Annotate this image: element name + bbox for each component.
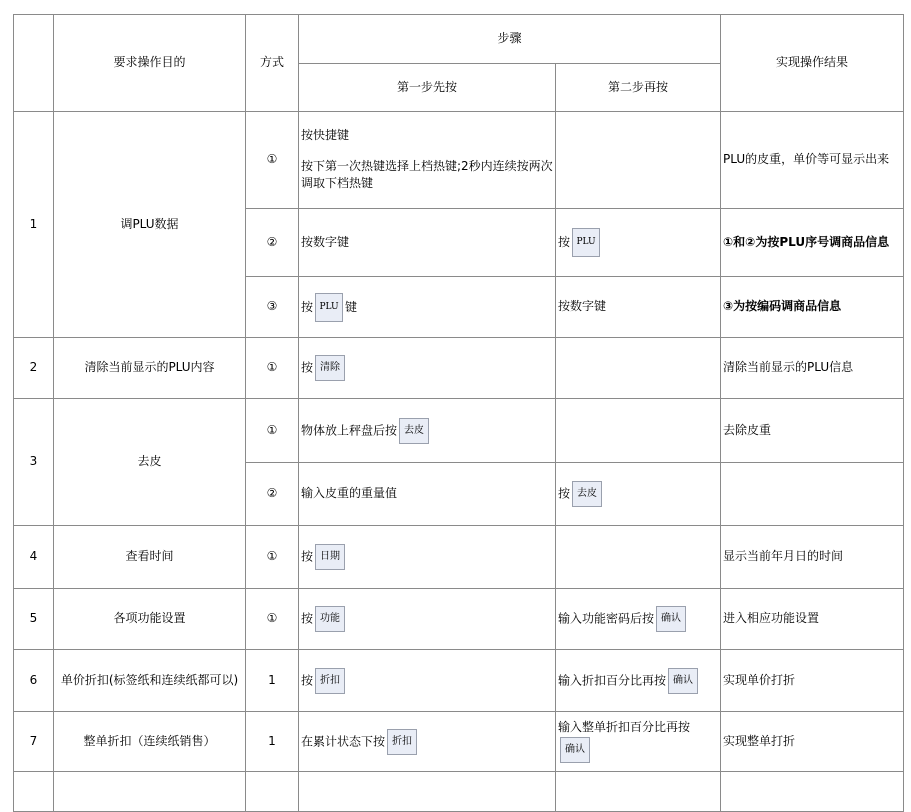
purpose-cell: 查看时间 [54,526,246,589]
cell-line [723,234,901,251]
cell-line [723,298,901,315]
operation-manual-table [13,14,904,812]
cell-text: 物体放上秤盘后按 [301,423,398,437]
row-index-cell: 7 [14,712,54,772]
table-header-row-1 [14,15,904,64]
step1-cell [299,338,556,399]
step2-cell [556,112,721,209]
step1-cell [299,589,556,650]
method-cell: ① [246,526,299,589]
cell-line [723,672,901,689]
method-cell: 1 [246,650,299,712]
cell-line [723,151,901,168]
cell-line [558,667,718,695]
cell-line [301,417,553,445]
cell-text: 按 [301,360,314,375]
cell-line [723,359,901,376]
step1-cell [299,399,556,463]
step2-cell [556,463,721,526]
cell-line [301,292,553,323]
cell-text: 按下第一次热键选择上档热键;2秒内连续按两次调取下档热键 [301,158,553,191]
step2-cell [556,589,721,650]
table-row [14,112,904,209]
cell-text: PLU的皮重，单价等可显示出来 [723,152,890,167]
cell-line [723,610,901,627]
step2-cell [556,338,721,399]
step1-cell [299,277,556,338]
empty-cell [54,772,246,812]
row-index-cell: 3 [14,399,54,526]
step2-cell [556,650,721,712]
cell-line [301,158,553,193]
cell-text: 去除皮重 [723,422,772,437]
row-index-cell: 2 [14,338,54,399]
header-steps-cell: 步骤 [299,15,721,64]
operations-table [13,14,904,812]
empty-cell [556,772,721,812]
header-step1-cell: 第一步先按 [299,64,556,112]
result-cell [721,112,904,209]
header-purpose-cell: 要求操作目的 [54,15,246,112]
cell-line [301,605,553,633]
result-cell [721,650,904,712]
cell-text: 输入整单折扣百分比再按 [558,719,691,734]
result-cell [721,526,904,589]
clear-key: 清除 [315,355,345,381]
row-index-cell: 5 [14,589,54,650]
step2-cell [556,712,721,772]
cell-line [301,485,553,502]
cell-text: 按数字键 [301,234,350,249]
confirm-key: 确认 [560,737,590,763]
partial-next-row [14,772,904,812]
header-result-cell: 实现操作结果 [721,15,904,112]
cell-line [301,543,553,571]
result-cell [721,463,904,526]
result-cell [721,399,904,463]
table-row [14,650,904,712]
cell-text: 输入皮重的重量值 [301,486,398,501]
date-key: 日期 [315,544,345,570]
step2-cell [556,209,721,277]
cell-text: ③为按编码调商品信息 [723,299,842,314]
cell-text: 实现单价打折 [723,672,796,687]
cell-text: 按 [558,486,571,501]
cell-text: 清除当前显示的PLU信息 [723,360,854,375]
cell-text: 输入折扣百分比再按 [558,673,667,687]
step2-cell [556,277,721,338]
empty-cell [721,772,904,812]
method-cell: ② [246,463,299,526]
purpose-cell: 调PLU数据 [54,112,246,338]
cell-line [558,227,718,258]
cell-line [558,719,718,764]
method-cell: ② [246,209,299,277]
cell-line [301,127,553,144]
header-method-cell: 方式 [246,15,299,112]
function-key: 功能 [315,606,345,632]
method-cell: ① [246,589,299,650]
row-index-cell: 4 [14,526,54,589]
step2-cell [556,526,721,589]
confirm-key: 确认 [656,606,686,632]
tare-key: 去皮 [399,418,429,444]
purpose-cell: 单价折扣(标签纸和连续纸都可以) [54,650,246,712]
cell-line [723,422,901,439]
cell-text: 按 [301,611,314,626]
cell-line [301,667,553,695]
plu-key: PLU [572,228,600,257]
method-cell: ③ [246,277,299,338]
cell-text: 按 [301,549,314,564]
cell-text: 按数字键 [558,299,607,314]
header-step2-cell: 第二步再按 [556,64,721,112]
step1-cell [299,526,556,589]
result-cell [721,209,904,277]
cell-text: 按 [301,299,314,314]
table-row [14,399,904,463]
tare-key: 去皮 [572,481,602,507]
cell-line [558,605,718,633]
cell-line [301,354,553,382]
step1-cell [299,463,556,526]
table-body [14,112,904,812]
discount-key: 折扣 [387,729,417,755]
result-cell [721,338,904,399]
empty-cell [14,772,54,812]
row-index-cell: 6 [14,650,54,712]
empty-cell [299,772,556,812]
cell-text: 进入相应功能设置 [723,611,820,626]
result-cell [721,589,904,650]
cell-line [301,728,553,756]
cell-text: 按 [301,673,314,687]
step1-cell [299,209,556,277]
cell-text: 显示当前年月日的时间 [723,549,844,564]
step1-cell [299,112,556,209]
cell-text: 输入功能密码后按 [558,611,655,626]
cell-text: 键 [345,299,358,314]
confirm-key: 确认 [668,668,698,694]
table-row [14,526,904,589]
table-row [14,338,904,399]
purpose-cell: 整单折扣（连续纸销售） [54,712,246,772]
cell-text: ①和②为按PLU序号调商品信息 [723,234,890,249]
result-cell [721,277,904,338]
table-row [14,712,904,772]
step1-cell [299,712,556,772]
result-cell [721,712,904,772]
cell-line [723,733,901,750]
cell-line [558,298,718,315]
cell-line [723,548,901,565]
step2-cell [556,399,721,463]
purpose-cell: 去皮 [54,399,246,526]
header-index-cell [14,15,54,112]
empty-cell [246,772,299,812]
cell-text: 实现整单打折 [723,733,796,748]
method-cell: 1 [246,712,299,772]
purpose-cell: 各项功能设置 [54,589,246,650]
method-cell: ① [246,399,299,463]
method-cell: ① [246,112,299,209]
table-row [14,589,904,650]
cell-text: 按快捷键 [301,128,350,143]
method-cell: ① [246,338,299,399]
discount-key: 折扣 [315,668,345,694]
cell-line [301,234,553,251]
plu-key: PLU [315,293,343,322]
cell-text: 在累计状态下按 [301,734,386,748]
row-index-cell: 1 [14,112,54,338]
cell-line [558,480,718,508]
step1-cell [299,650,556,712]
purpose-cell: 清除当前显示的PLU内容 [54,338,246,399]
cell-text: 按 [558,235,571,249]
